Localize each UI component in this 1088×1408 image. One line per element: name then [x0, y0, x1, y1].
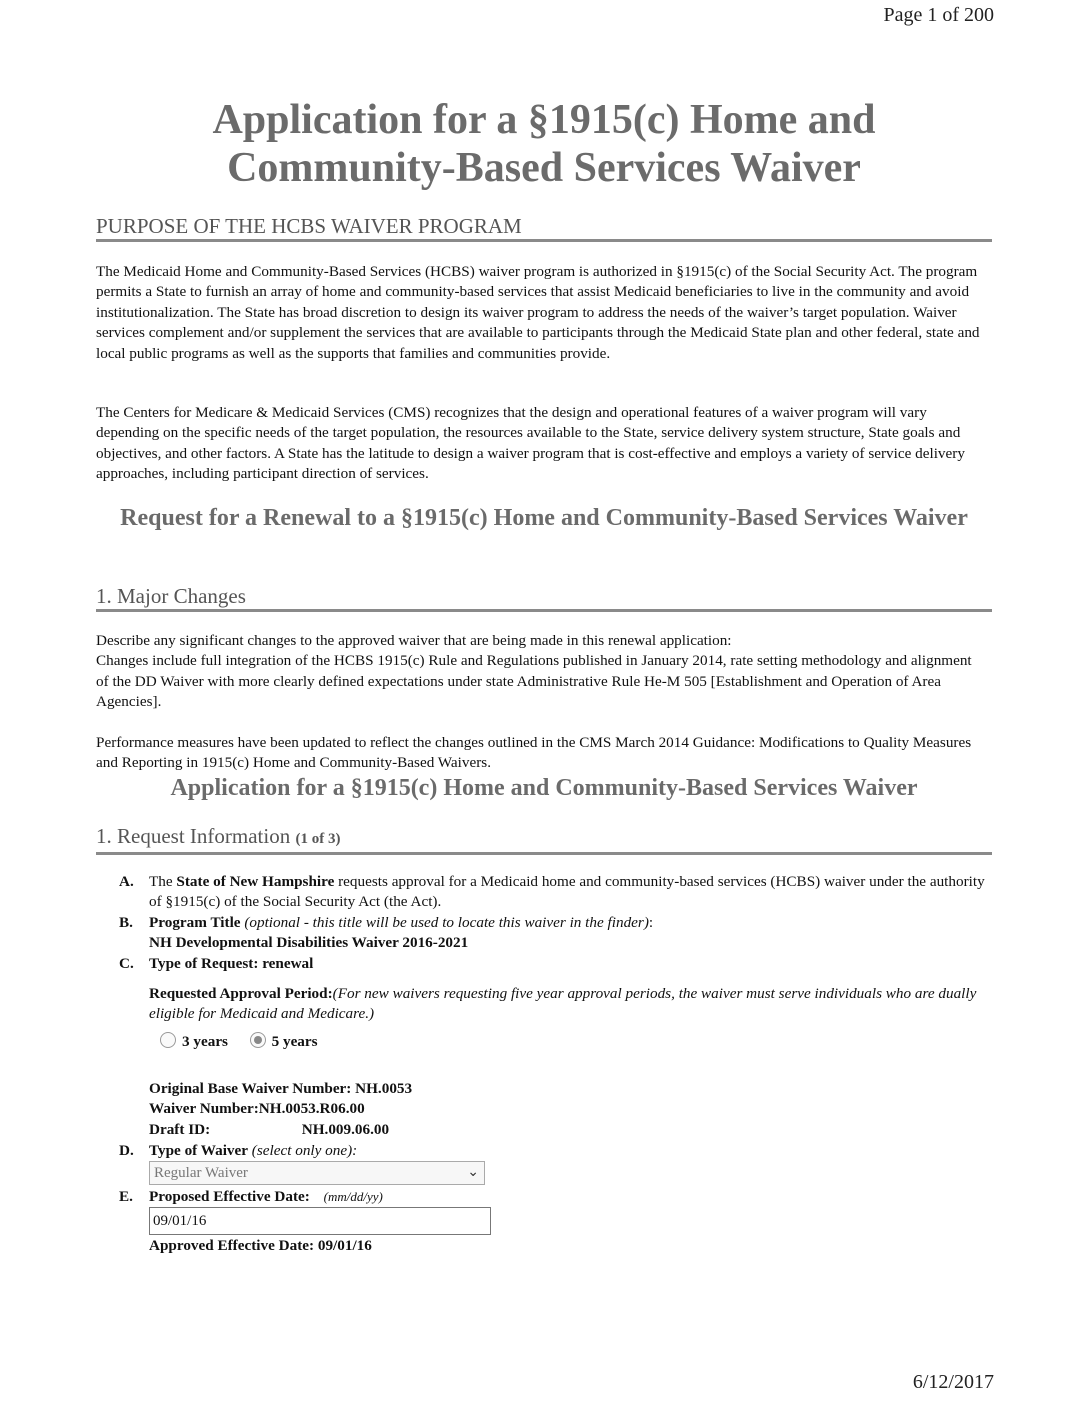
- effective-date-label: Proposed Effective Date:: [149, 1188, 310, 1205]
- item-a-letter: A.: [119, 873, 134, 890]
- footer-date: 6/12/2017: [912, 1371, 994, 1393]
- item-e: [119, 1187, 999, 1207]
- approval-period-options: [160, 1032, 1010, 1052]
- program-title-label: Program Title: [149, 914, 241, 931]
- effective-date-format: (mm/dd/yy): [323, 1189, 383, 1204]
- item-a: [119, 872, 999, 913]
- item-c: [119, 954, 999, 974]
- page-number: Page 1 of 200: [883, 4, 994, 26]
- major-changes-block: [96, 631, 986, 713]
- item-a-text: requests approval for a Medicaid home and community-based services (HCBS) waiver under the authority of §1915(c) of the Social Security Act (the Act).: [149, 873, 985, 911]
- request-info-page: (1 of 3): [295, 831, 341, 847]
- waiver-type-label: Type of Waiver: [149, 1142, 248, 1159]
- approval-period-note: (For new waivers requesting five year approval periods, the waiver must serve individuals who are dually eligible for Medicaid and Medicare.): [149, 985, 977, 1023]
- request-info-title: 1. Request Information: [96, 824, 291, 848]
- draft-id-label: Draft ID:: [149, 1120, 211, 1138]
- draft-id-value: NH.009.06.00: [301, 1120, 390, 1138]
- major-changes-prompt: Describe any significant changes to the approved waiver that are being made in this renewal application:: [96, 632, 732, 649]
- program-title-value: NH Developmental Disabilities Waiver 2016-2021: [149, 934, 469, 952]
- major-changes-text: Changes include full integration of the HCBS 1915(c) Rule and Regulations published in January 2014, rate setting methodology and alignment of the DD Waiver with more clearly defined expectations under state Administrative Rule He-M 505 [Establishment and Operation of Area Agencies].: [96, 652, 972, 711]
- purpose-paragraph-1: The Medicaid Home and Community-Based Services (HCBS) waiver program is authorized in §1915(c) of the Social Security Act. The program permits a State to furnish an array of home and community-based services that assist Medicaid beneficiaries to live in the community and avoid institutionalization. The State has broad discretion to design its waiver program to address the needs of the waiver’s target population. Waiver services complement and/or supplement the services that are available to participants through the Medicaid State plan and other federal, state and local public programs as well as the supports that families and communities provide.: [96, 263, 980, 362]
- draft-id: [149, 1120, 999, 1140]
- state-name: State of New Hampshire: [176, 873, 335, 890]
- item-c-letter: C.: [119, 955, 134, 972]
- program-title-note: (optional - this title will be used to locate this waiver in the finder): [240, 914, 649, 931]
- item-b: [119, 913, 999, 954]
- major-changes-heading: 1. Major Changes: [96, 584, 992, 612]
- purpose-heading: PURPOSE OF THE HCBS WAIVER PROGRAM: [96, 214, 992, 242]
- chevron-down-icon: ⌄: [467, 1165, 479, 1180]
- item-e-letter: E.: [119, 1188, 133, 1205]
- waiver-type-select[interactable]: [149, 1161, 485, 1185]
- original-base-waiver-number: Original Base Waiver Number: NH.0053: [149, 1080, 413, 1097]
- program-title-colon: :: [648, 914, 654, 931]
- item-a-pre: The: [149, 873, 177, 890]
- item-d: [119, 1141, 999, 1161]
- application-title: Application for a §1915(c) Home and Community-Based Services Waiver: [170, 775, 918, 801]
- request-info-heading: [96, 824, 992, 855]
- page-title: Application for a §1915(c) Home and Community-Based Services Waiver: [212, 97, 876, 191]
- radio-3-years-label: 3 years: [182, 1033, 228, 1050]
- waiver-numbers: [149, 1079, 999, 1140]
- waiver-number: Waiver Number:NH.0053.R06.00: [149, 1100, 365, 1118]
- renewal-title: Request for a Renewal to a §1915(c) Home and Community-Based Services Waiver: [120, 505, 968, 531]
- item-b-letter: B.: [119, 914, 133, 931]
- purpose-paragraph-2: The Centers for Medicare & Medicaid Services (CMS) recognizes that the design and operational features of a waiver program will vary depending on the specific needs of the target population, the resources available to the State, service delivery system structure, State goals and objectives, and other factors. A State has the latitude to design a waiver program that is cost-effective and employs a variety of service delivery approaches, including participant direction of services.: [96, 404, 965, 483]
- radio-5-years-label: 5 years: [271, 1033, 318, 1050]
- request-type: Type of Request: renewal: [149, 955, 314, 972]
- approved-effective-date: Approved Effective Date: 09/01/16: [149, 1237, 372, 1254]
- radio-3-years[interactable]: [160, 1032, 176, 1048]
- waiver-type-selected: Regular Waiver: [154, 1165, 248, 1181]
- approval-period: [149, 984, 999, 1025]
- effective-date-input[interactable]: 09/01/16: [149, 1207, 491, 1235]
- radio-5-years[interactable]: [250, 1032, 266, 1048]
- approval-period-label: Requested Approval Period:: [149, 985, 333, 1002]
- performance-measures-text: Performance measures have been updated to reflect the changes outlined in the CMS March 2014 Guidance: Modifications to Quality Measures and Reporting in 1915(c) Home and Community-Based Waivers.: [96, 734, 972, 772]
- item-d-letter: D.: [119, 1142, 134, 1159]
- waiver-type-note: (select only one):: [248, 1142, 358, 1159]
